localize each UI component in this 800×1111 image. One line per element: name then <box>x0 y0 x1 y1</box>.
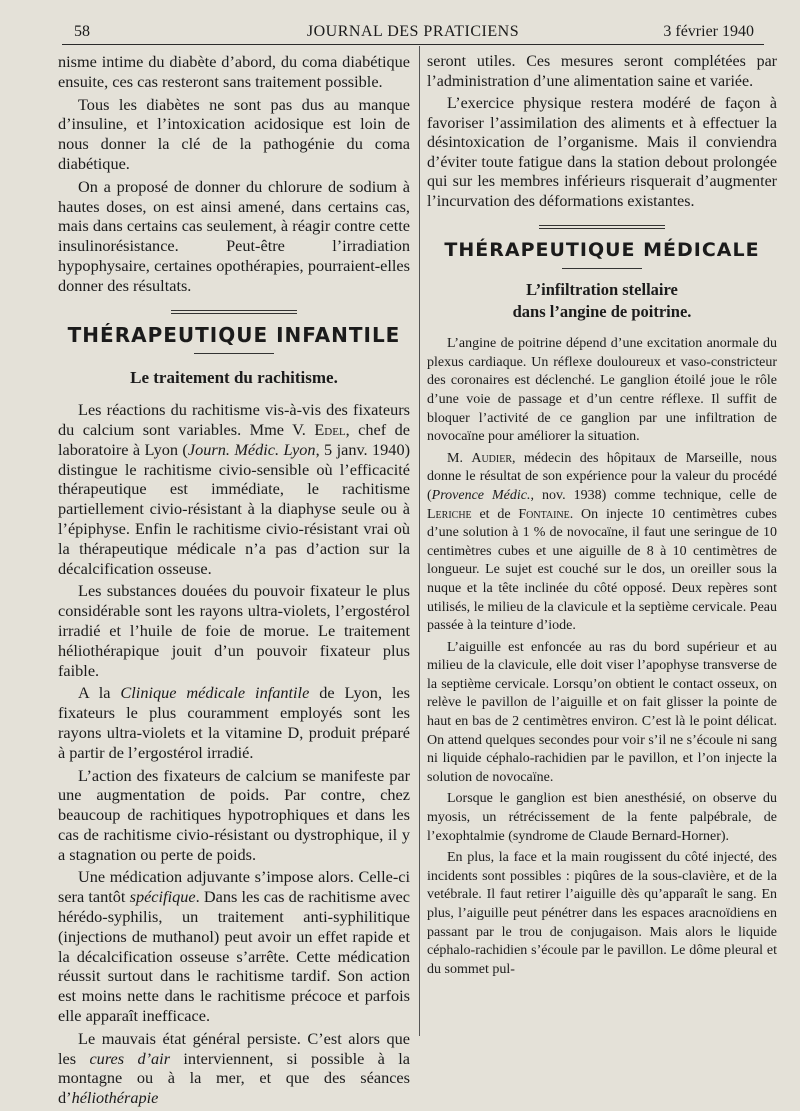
issue-date: 3 février 1940 <box>663 23 754 40</box>
title-rule <box>562 268 642 269</box>
journal-reference: Journ. Médic. Lyon <box>187 439 316 459</box>
paragraph: On a proposé de donner du chlorure de sodium à hautes doses, on est ainsi amené, dans certains cas, mais dans certains cas seulement, à réagir contre cette insulinorésistance. Peut-être l’irradiation hypophysaire, certaines opothérapies, pourraient-elles donner des résultats. <box>58 176 410 295</box>
section-divider <box>171 310 297 314</box>
article-title-infiltration: L’infiltration stellaire dans l’angine de poitrine. <box>512 280 692 322</box>
right-column <box>427 52 777 982</box>
paragraph: En plus, la face et la main rougissent du côté injecté, des incidents sont possibles : piqûres de la sous-clavière, et de la vetébrale. Il faut retirer l’aiguille dès qu’apparaît le sang. En plus, l’aiguille peut pénétrer dans les espaces aracnoïdiens en passant par le trou de conjugaison. Mais alors le liquide céphalo-rachidien s’écoule par le pavillon. Le dôme pleural et du sommet pul- <box>427 850 777 977</box>
paragraph: seront utiles. Ces mesures seront complétées par l’administration d’une alimentation saine et variée. <box>427 53 777 90</box>
paragraph: Tous les diabètes ne sont pas dus au manque d’insuline, et l’intoxication acidosique est loin de nous donner la clé de la pathogénie du coma diabétique. <box>58 94 410 173</box>
journal-title: JOURNAL DES PRATICIENS <box>306 23 520 40</box>
author-name: Edel <box>314 419 346 439</box>
left-column <box>58 52 410 1111</box>
paragraph: Le mauvais état général persiste. C’est alors que les cures d’air interviennent, si possible à la montagne ou à la mer, et que des séances d’héliothérapie <box>58 1028 411 1108</box>
paragraph: L’aiguille est enfoncée au ras du bord supérieur et au milieu de la clavicule, elle doit viser l’apophyse transverse de la septième cervicale. Lorsqu’on obtient le contact osseux, on relève le pavillon de l’aiguille et on fait glisser la pointe de haut en bas de 2 centimètres environ. C’est là le point délicat. On attend quelques secondes pour voir s’il ne s’écoule ni sang ni liquide céphalo-rachidien par le pavillon, et l’on injecte la solution de novocaïne. <box>427 639 777 785</box>
title-rule <box>194 353 274 354</box>
section-title-infantile: THÉRAPEUTIQUE INFANTILE <box>67 322 401 347</box>
paragraph: Les réactions du rachitisme vis-à-vis des fixateurs du calcium sont variables. Mme V. Edel, chef de laboratoire à Lyon (Journ. Médic. Lyon, 5 janv. 1940) distingue le rachitisme civio-sensible où l’efficacité thérapeutique est immédiate, le rachitisme partiellement civio-résistant à la diaphyse seule ou à l’épiphyse. Enfin le rachitisme civio-résistant vrai où la thérapeutique médicale n’a pas d’action sur la décalcification osseuse. <box>58 400 411 578</box>
paragraph: M. Audier, médecin des hôpitaux de Marseille, nous donne le résultat de son expérience pour la valeur du procédé (Provence Médic., nov. 1938) comme technique, celle de Leriche et de Fontaine. On injecte 10 centimètres cubes d’une solution à 1 % de novocaïne, il faut une seringue de 10 centimètres cubes et une aiguille de 8 à 10 centimètres de longueur. Le sujet est couché sur le dos, un oreiller sous la nuque et la tête inclinée du côté opposé. Deux repères sont utilisés, le milieu de la clavicule et la septième cervicale. Peau passée à la teinture d’iode. <box>427 450 778 634</box>
journal-reference: Provence Médic. <box>431 487 531 503</box>
paragraph: Les substances douées du pouvoir fixateur le plus considérable sont les rayons ultra-violets, l’ergostérol irradié et l’huile de foie de morue. Le traitement héliothérapique jouit d’un pouvoir fixateur plus faible. <box>58 581 410 680</box>
page-header <box>62 20 764 45</box>
section-title-medicale: THÉRAPEUTIQUE MÉDICALE <box>444 239 760 261</box>
paragraph: L’angine de poitrine dépend d’une excitation anormale du plexus cardiaque. Un réflexe douloureux et vaso-constricteur des coronaires est déclenché. Le ganglion étoilé joue le rôle d’une voie de passage et d’un centre réflexe. Il suffit de bloquer l’activité de ce ganglion par une infiltration de novocaïne pour améliorer la situation. <box>427 336 777 445</box>
section-divider <box>539 225 665 229</box>
author-name: Audier <box>471 450 513 466</box>
paragraph: Lorsque le ganglion est bien anesthésié, on observe du myosis, un rétrécissement de la fente palpébrale, de l’exophtalmie (syndrome de Claude Bernard-Horner). <box>427 791 777 844</box>
article-title-rachitisme: Le traitement du rachitisme. <box>130 368 338 388</box>
page-number: 58 <box>74 23 90 40</box>
paragraph: Une médication adjuvante s’impose alors. Celle-ci sera tantôt spécifique. Dans les cas de rachitisme avec hérédo-syphilis, un traitement anti-syphilitique (injections de muthanol) peut avoir un effet rapide et la décalcification osseuse s’arrête. Cette médication réussit surtout dans le rachitisme tardif. Son action est moins nette dans le rachitisme précoce et parfois elle apparaît inefficace. <box>58 867 410 1026</box>
paragraph: L’exercice physique restera modéré de façon à favoriser l’assimilation des aliments et à effectuer la désintoxication de l’organisme. Mais il conviendra d’éviter toute fatigue dans la station debout prolongée qui sur les membres inférieurs risquerait d’augmenter l’incurvation des déformations existantes. <box>427 95 777 210</box>
paragraph: nisme intime du diabète d’abord, du coma diabétique ensuite, ces cas resteront sans traitement possible. <box>58 52 410 91</box>
paragraph: L’action des fixateurs de calcium se manifeste par une augmentation de poids. Par contre, chez beaucoup de rachitiques hypotrophiques et dans les cas de rachitisme civio-résistant ou dystrophique, il y a stagnation ou perte de poids. <box>58 765 410 864</box>
paragraph: A la Clinique médicale infantile de Lyon, les fixateurs le plus couramment employés sont les rayons ultra-violets et la vitamine D, produit préparé à partir de l’ergostérol irradié. <box>58 683 410 762</box>
column-separator <box>419 46 420 1036</box>
